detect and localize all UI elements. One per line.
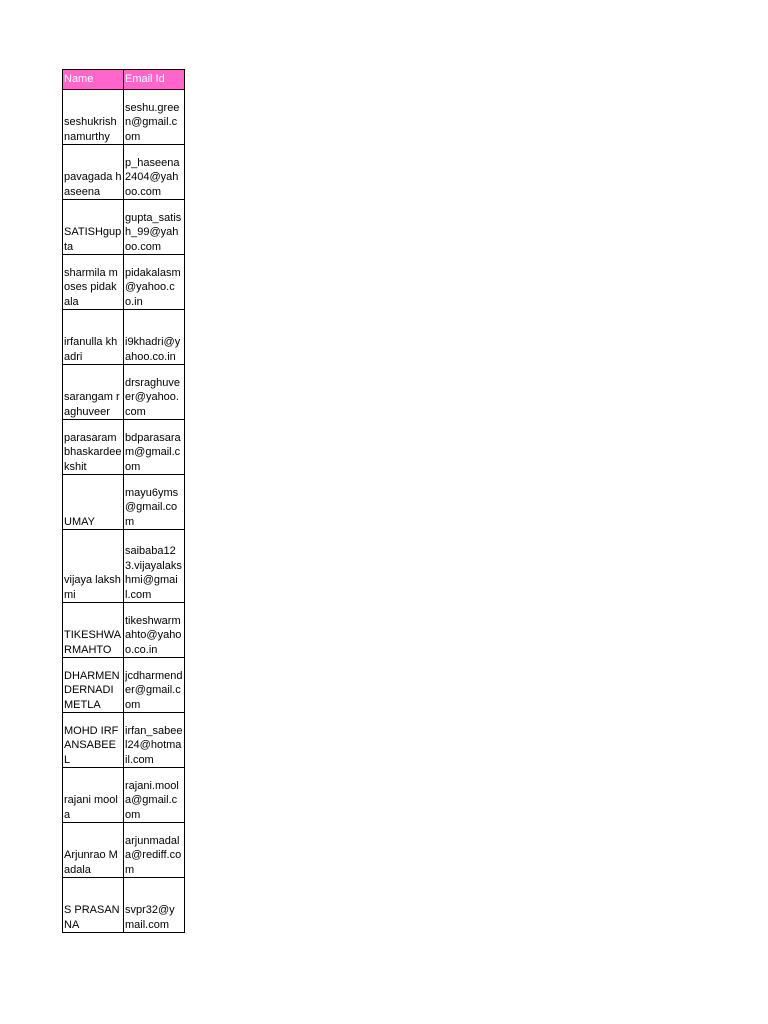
name-text: MOHD IRFANSABEEL [64, 724, 119, 766]
email-text: p_haseena2404@yahoo.com [125, 156, 180, 198]
table-row [63, 768, 185, 823]
name-cell [63, 365, 124, 420]
name-text: seshukrishnamurthy [64, 116, 117, 143]
email-cell [124, 365, 185, 420]
email-cell [124, 420, 185, 475]
name-cell [63, 878, 124, 933]
email-text: pidakalasm@yahoo.co.in [125, 266, 181, 308]
name-cell [63, 420, 124, 475]
email-text: mayu6yms@gmail.com [125, 486, 179, 528]
table-row [63, 658, 185, 713]
table-row [63, 475, 185, 530]
email-cell [124, 603, 185, 658]
email-text: arjunmadala@rediff.com [125, 834, 182, 876]
name-cell [63, 310, 124, 365]
table-row [63, 823, 185, 878]
name-text: vijaya lakshmi [64, 574, 121, 601]
email-cell [124, 768, 185, 823]
email-cell [124, 90, 185, 145]
email-cell [124, 658, 185, 713]
name-text: S PRASANNA [64, 904, 120, 931]
email-text: seshu.green@gmail.com [125, 101, 180, 143]
table-row [63, 200, 185, 255]
email-cell [124, 255, 185, 310]
email-text: rajani.moola@gmail.com [125, 779, 179, 821]
name-cell [63, 658, 124, 713]
email-text: saibaba123.vijayalakshmi@gmail.com [125, 545, 182, 601]
email-text: jcdharmender@gmail.com [125, 669, 183, 711]
name-text: irfanulla khadri [64, 336, 118, 363]
email-text: drsraghuveer@yahoo.com [125, 376, 181, 418]
email-text: bdparasaram@gmail.com [125, 431, 181, 473]
table-row [63, 365, 185, 420]
email-text: gupta_satish_99@yahoo.com [125, 211, 182, 253]
name-text: sarangam raghuveer [64, 391, 120, 418]
email-text: i9khadri@yahoo.co.in [125, 336, 181, 363]
name-column-header: Name [63, 70, 124, 90]
table-row [63, 530, 185, 603]
name-cell [63, 768, 124, 823]
email-cell [124, 475, 185, 530]
table-row [63, 310, 185, 365]
name-cell [63, 530, 124, 603]
email-cell [124, 200, 185, 255]
name-text: rajani moola [64, 794, 118, 821]
header-row [63, 70, 185, 90]
name-text: SATISHgupta [64, 226, 122, 253]
name-text: TIKESHWARMAHTO [64, 629, 122, 656]
email-text: tikeshwarmahto@yahoo.co.in [125, 614, 182, 656]
table-row [63, 603, 185, 658]
email-text: svpr32@ymail.com [125, 904, 175, 931]
name-cell [63, 145, 124, 200]
email-cell [124, 713, 185, 768]
table-row [63, 878, 185, 933]
table-row [63, 145, 185, 200]
name-text: sharmila moses pidakala [64, 266, 118, 308]
name-text: UMAY [64, 515, 95, 528]
email-column-header: Email Id [124, 70, 185, 90]
name-cell [63, 603, 124, 658]
email-cell [124, 145, 185, 200]
email-cell [124, 823, 185, 878]
name-text: Arjunrao Madala [64, 849, 118, 876]
email-text: irfan_sabeel24@hotmail.com [125, 724, 183, 766]
table-row [63, 713, 185, 768]
name-cell [63, 90, 124, 145]
table-row [63, 420, 185, 475]
name-cell [63, 200, 124, 255]
name-cell [63, 713, 124, 768]
name-cell [63, 255, 124, 310]
table-row [63, 255, 185, 310]
table-row [63, 90, 185, 145]
email-cell [124, 310, 185, 365]
name-cell [63, 475, 124, 530]
name-cell [63, 823, 124, 878]
name-text: parasaram bhaskardeekshit [64, 431, 122, 473]
contacts-table [62, 69, 185, 933]
email-cell [124, 530, 185, 603]
name-text: DHARMENDERNADIMETLA [64, 669, 120, 711]
email-cell [124, 878, 185, 933]
name-text: pavagada haseena [64, 171, 122, 198]
